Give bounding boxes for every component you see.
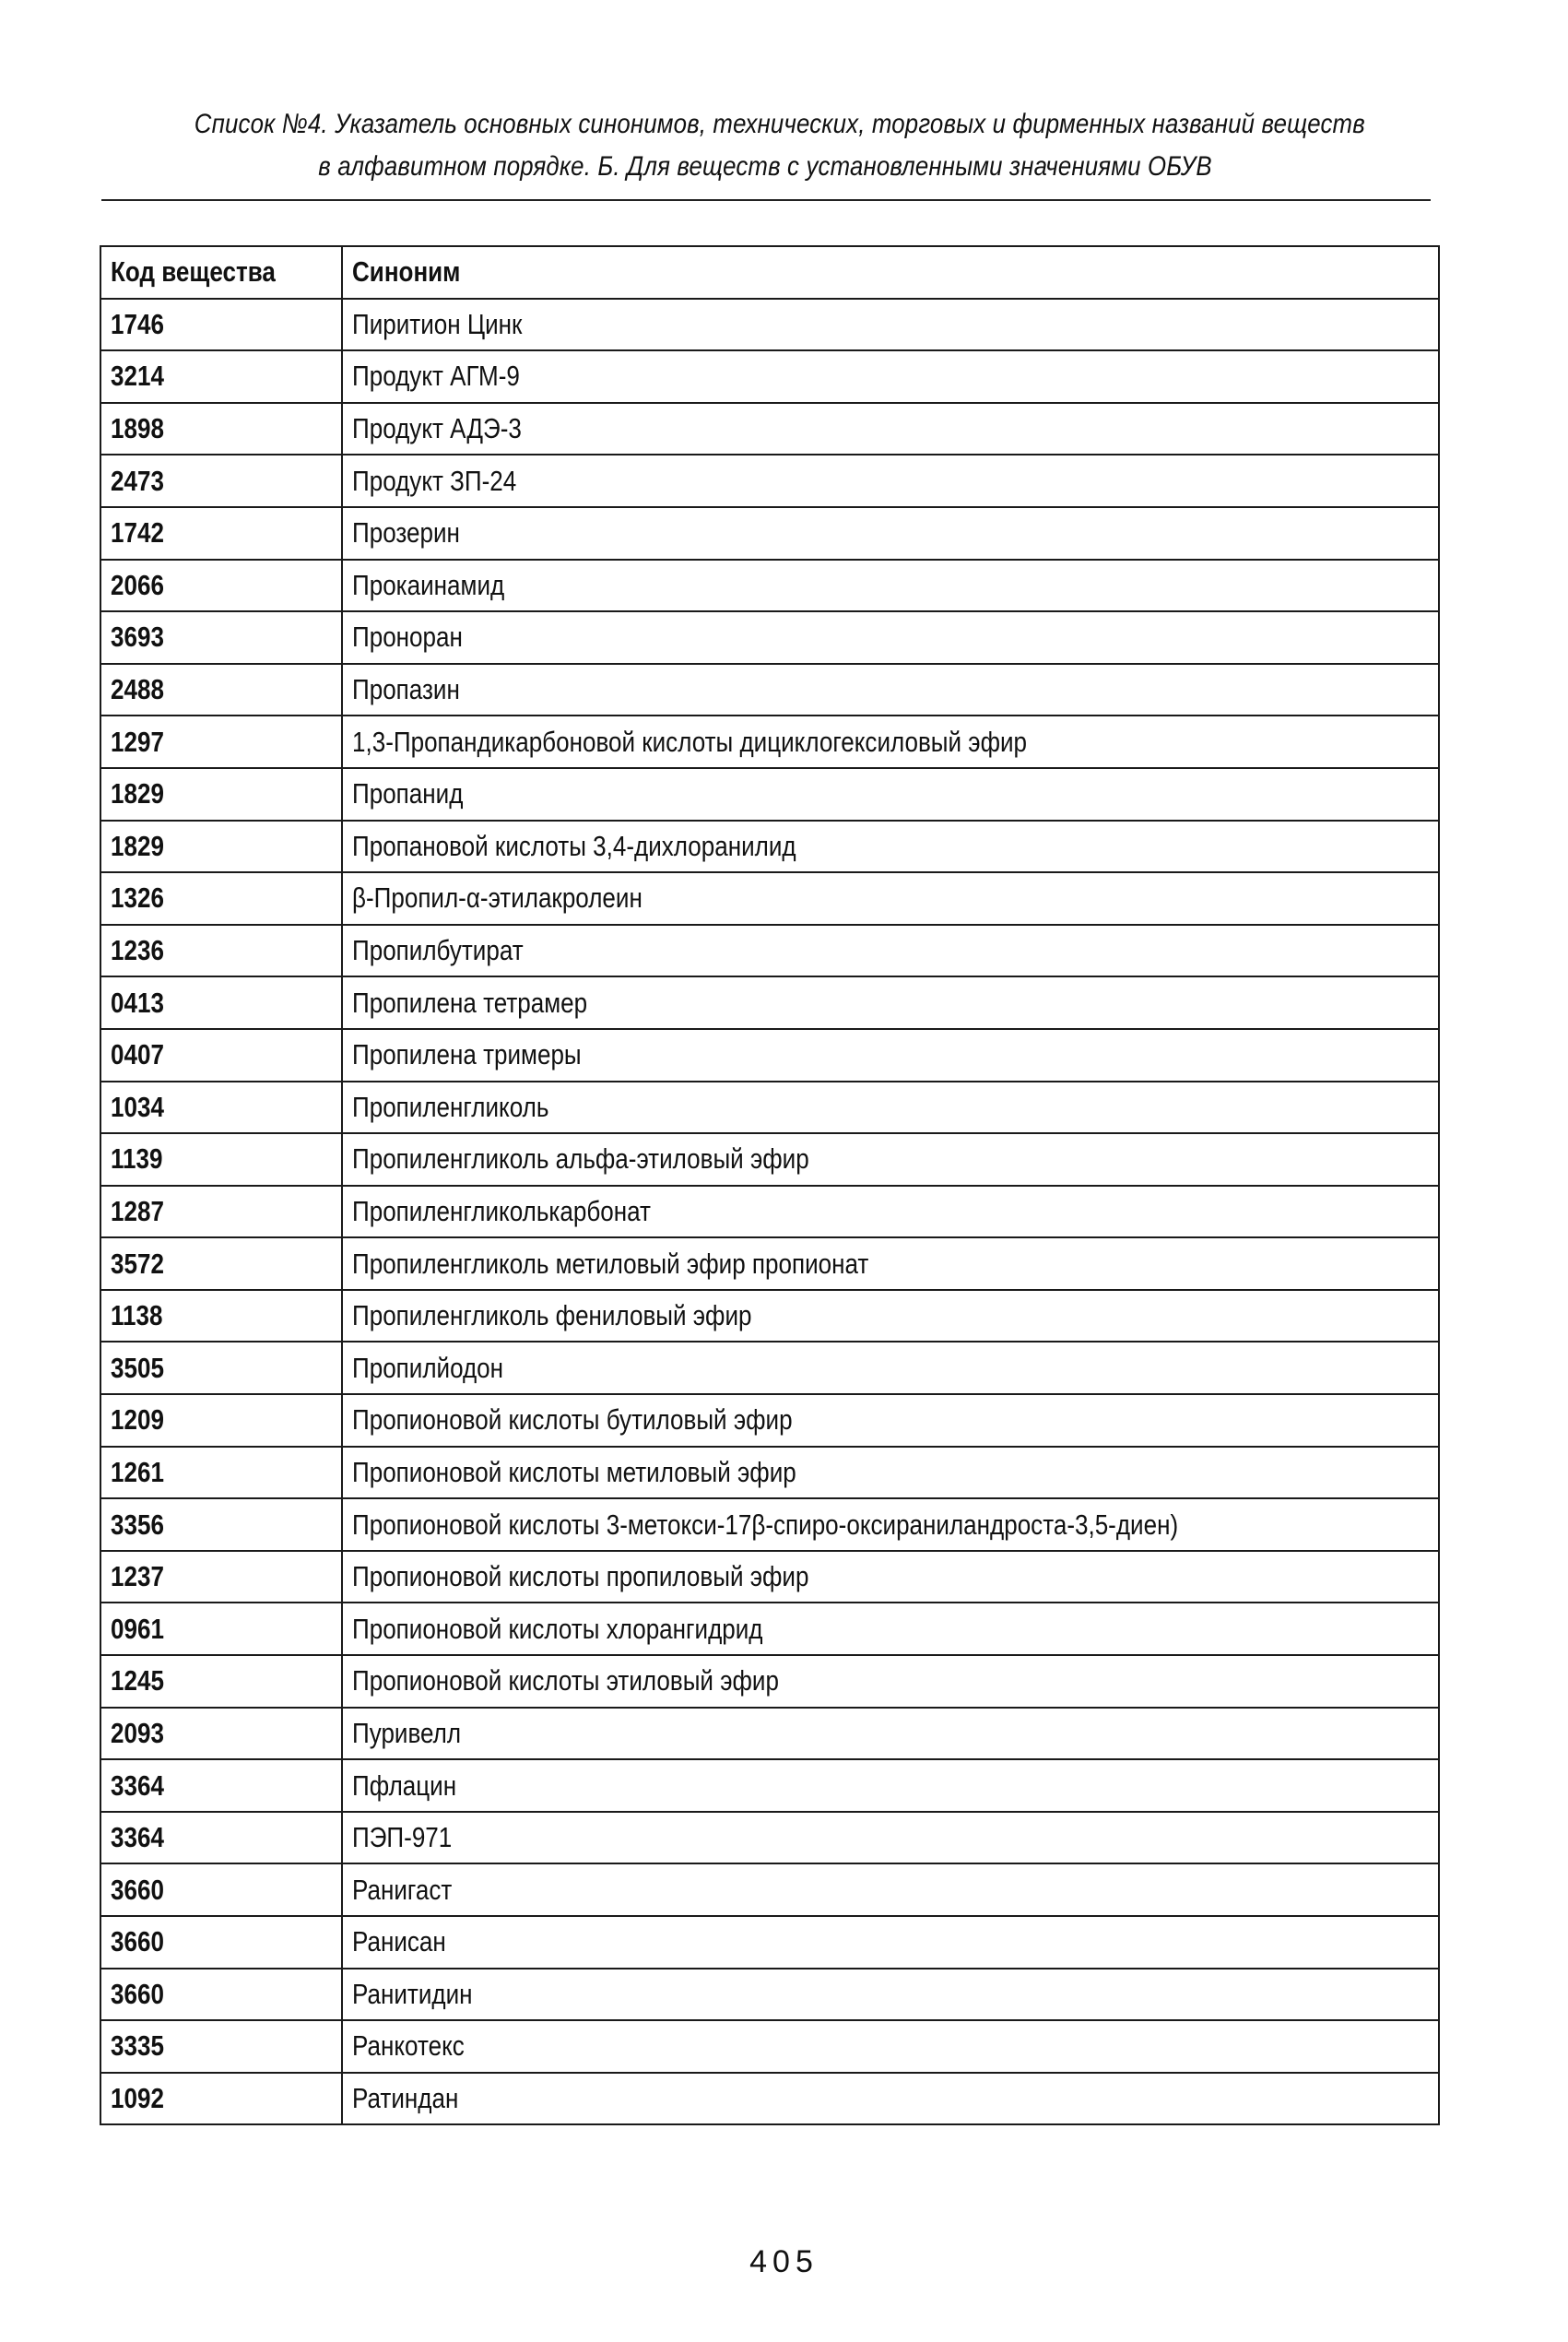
- synonym-cell: Продукт АДЭ-3: [342, 403, 1439, 455]
- synonym-cell: Пропионовой кислоты бутиловый эфир: [342, 1394, 1439, 1447]
- table-row: [100, 872, 1439, 925]
- list-title-line-2: в алфавитном порядке. Б. Для веществ с установленными значениями ОБУВ: [318, 151, 1212, 182]
- substance-code-cell: 1898: [100, 403, 342, 455]
- substance-code-cell: 0407: [100, 1029, 342, 1082]
- synonym-cell: Пропановой кислоты 3,4-дихлоранилид: [342, 821, 1439, 873]
- synonym-cell: Пропазин: [342, 664, 1439, 716]
- synonym-table: [100, 245, 1440, 2125]
- table-row: [100, 1863, 1439, 1916]
- substance-code-cell: 1287: [100, 1186, 342, 1238]
- substance-code-cell: 1297: [100, 716, 342, 768]
- table-row: [100, 1290, 1439, 1343]
- synonym-cell: Ранисан: [342, 1916, 1439, 1969]
- synonym-cell: Пуривелл: [342, 1708, 1439, 1760]
- substance-code-cell: 1092: [100, 2073, 342, 2125]
- table-row: [100, 611, 1439, 664]
- synonym-cell: Пропионовой кислоты метиловый эфир: [342, 1447, 1439, 1499]
- table-row: [100, 1603, 1439, 1655]
- synonym-cell: Пфлацин: [342, 1759, 1439, 1812]
- substance-code-cell: 3364: [100, 1812, 342, 1864]
- table-row: [100, 925, 1439, 977]
- table-row: [100, 664, 1439, 716]
- synonym-cell: Пиритион Цинк: [342, 299, 1439, 351]
- header-divider: [101, 199, 1431, 201]
- synonym-cell: Продукт ЗП-24: [342, 455, 1439, 507]
- synonym-cell: Пропионовой кислоты 3-метокси-17β-спиро-оксиранилaндроста-3,5-диен): [342, 1498, 1439, 1551]
- table-row: [100, 2020, 1439, 2073]
- substance-code-cell: 2488: [100, 664, 342, 716]
- substance-code-cell: 1139: [100, 1133, 342, 1186]
- column-header-code: Код вещества: [100, 246, 342, 299]
- page-number: 405: [749, 2244, 819, 2279]
- table-row: [100, 976, 1439, 1029]
- synonym-cell: ПЭП-971: [342, 1812, 1439, 1864]
- synonym-cell: Пропиленгликоль: [342, 1082, 1439, 1134]
- synonym-cell: Пропилена тетрамер: [342, 976, 1439, 1029]
- synonym-cell: Пропилйодон: [342, 1342, 1439, 1394]
- substance-code-cell: 3364: [100, 1759, 342, 1812]
- table-row: [100, 299, 1439, 351]
- substance-code-cell: 3335: [100, 2020, 342, 2073]
- substance-code-cell: 1746: [100, 299, 342, 351]
- table-row: [100, 1759, 1439, 1812]
- substance-code-cell: 1261: [100, 1447, 342, 1499]
- substance-code-cell: 3356: [100, 1498, 342, 1551]
- table-row: [100, 2073, 1439, 2125]
- substance-code-cell: 1237: [100, 1551, 342, 1603]
- synonym-cell: Пропанид: [342, 768, 1439, 821]
- substance-code-cell: 0413: [100, 976, 342, 1029]
- synonym-cell: Пропионовой кислоты хлорангидрид: [342, 1603, 1439, 1655]
- table-row: [100, 1342, 1439, 1394]
- table-row: [100, 1551, 1439, 1603]
- synonym-cell: Прозерин: [342, 507, 1439, 560]
- substance-code-cell: 3693: [100, 611, 342, 664]
- table-row: [100, 403, 1439, 455]
- table-row: [100, 821, 1439, 873]
- table-row: [100, 1812, 1439, 1864]
- synonym-cell: Пропиленгликоль фениловый эфир: [342, 1290, 1439, 1343]
- substance-code-cell: 3660: [100, 1969, 342, 2021]
- synonym-cell: Ранитидин: [342, 1969, 1439, 2021]
- table-row: [100, 560, 1439, 612]
- table-row: [100, 507, 1439, 560]
- synonym-cell: Пропилбутират: [342, 925, 1439, 977]
- synonym-cell: β-Пропил-α-этилакролеин: [342, 872, 1439, 925]
- substance-code-cell: 1236: [100, 925, 342, 977]
- substance-code-cell: 1209: [100, 1394, 342, 1447]
- table-row: [100, 1655, 1439, 1708]
- table-row: [100, 1394, 1439, 1447]
- table-row: [100, 1498, 1439, 1551]
- synonym-cell: Прокаинамид: [342, 560, 1439, 612]
- substance-code-cell: 2093: [100, 1708, 342, 1760]
- substance-code-cell: 3214: [100, 350, 342, 403]
- substance-code-cell: 3505: [100, 1342, 342, 1394]
- synonym-cell: Ратиндан: [342, 2073, 1439, 2125]
- substance-code-cell: 2066: [100, 560, 342, 612]
- synonym-cell: Пропионовой кислоты этиловый эфир: [342, 1655, 1439, 1708]
- table-row: [100, 1029, 1439, 1082]
- table-row: [100, 768, 1439, 821]
- table-row: [100, 1708, 1439, 1760]
- substance-code-cell: 3660: [100, 1916, 342, 1969]
- table-row: [100, 455, 1439, 507]
- table-row: [100, 716, 1439, 768]
- substance-code-cell: 1829: [100, 821, 342, 873]
- substance-code-cell: 2473: [100, 455, 342, 507]
- table-row: [100, 350, 1439, 403]
- table-row: [100, 1186, 1439, 1238]
- substance-code-cell: 1829: [100, 768, 342, 821]
- substance-code-cell: 0961: [100, 1603, 342, 1655]
- substance-code-cell: 1326: [100, 872, 342, 925]
- synonym-cell: Пропиленгликолькарбонат: [342, 1186, 1439, 1238]
- substance-code-cell: 3572: [100, 1237, 342, 1290]
- list-title-line-1: Список №4. Указатель основных синонимов, технических, торговых и фирменных названий веществ: [194, 109, 1365, 139]
- table-row: [100, 1447, 1439, 1499]
- synonym-cell: Пропионовой кислоты пропиловый эфир: [342, 1551, 1439, 1603]
- substance-code-cell: 1138: [100, 1290, 342, 1343]
- synonym-cell: 1,3-Пропандикарбоновой кислоты дициклогексиловый эфир: [342, 716, 1439, 768]
- substance-code-cell: 1742: [100, 507, 342, 560]
- synonym-cell: Продукт АГМ-9: [342, 350, 1439, 403]
- list-title: [194, 103, 1365, 188]
- table-row: [100, 1916, 1439, 1969]
- synonym-cell: Ранкотекс: [342, 2020, 1439, 2073]
- column-header-synonym: Синоним: [342, 246, 1439, 299]
- table-row: [100, 1237, 1439, 1290]
- synonym-cell: Ранигаст: [342, 1863, 1439, 1916]
- synonym-cell: Пропиленгликоль альфа-этиловый эфир: [342, 1133, 1439, 1186]
- table-row: [100, 1969, 1439, 2021]
- synonym-cell: Пропиленгликоль метиловый эфир пропионат: [342, 1237, 1439, 1290]
- table-header-row: [100, 246, 1439, 299]
- table-row: [100, 1082, 1439, 1134]
- substance-code-cell: 1245: [100, 1655, 342, 1708]
- table-row: [100, 1133, 1439, 1186]
- substance-code-cell: 1034: [100, 1082, 342, 1134]
- substance-code-cell: 3660: [100, 1863, 342, 1916]
- synonym-cell: Пропилена тримеры: [342, 1029, 1439, 1082]
- synonym-cell: Проноран: [342, 611, 1439, 664]
